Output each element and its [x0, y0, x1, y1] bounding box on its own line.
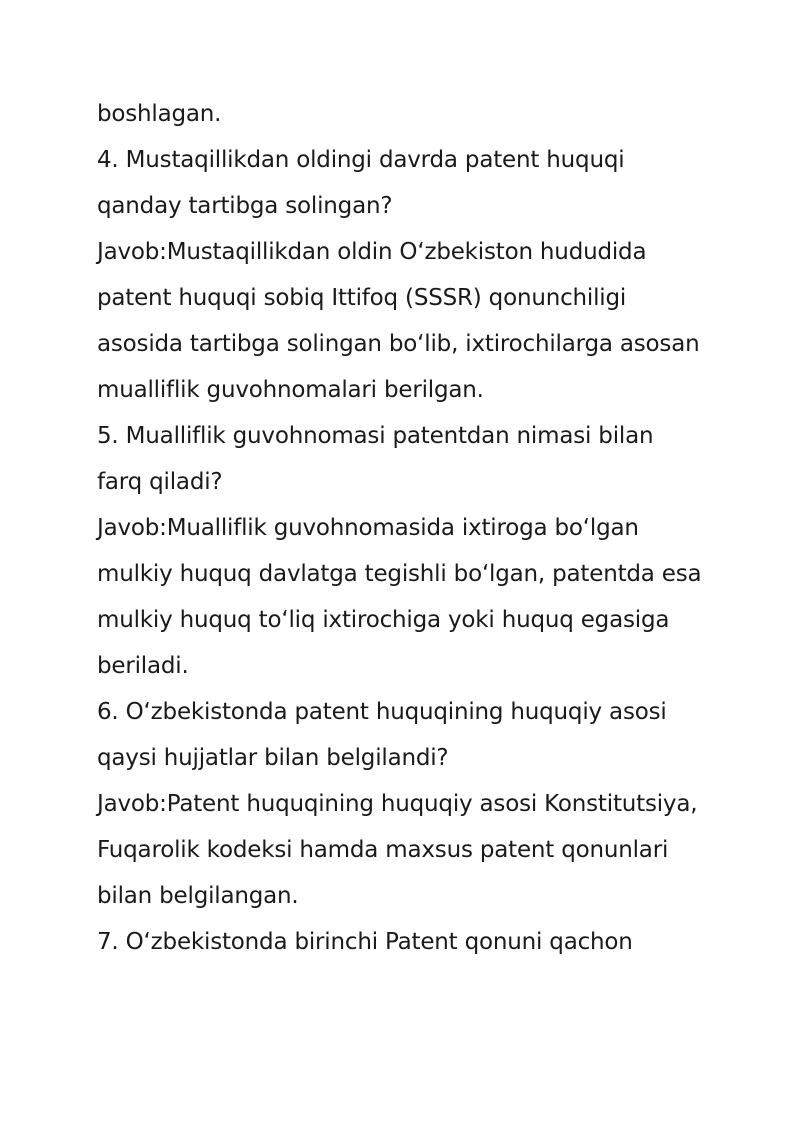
text-line: beriladi. — [97, 653, 189, 679]
question-6 — [97, 689, 737, 781]
text-line: qanday tartibga solingan? — [97, 193, 393, 219]
paragraph-continuation — [97, 91, 737, 137]
text-line: Javob:Mualliflik guvohnomasida ixtiroga bo‘lgan — [97, 515, 639, 541]
text-line: 4. Mustaqillikdan oldingi davrda patent huquqi — [97, 147, 625, 173]
question-5 — [97, 413, 737, 505]
text-line: mulkiy huquq to‘liq ixtirochiga yoki huquq egasiga — [97, 607, 670, 633]
question-7 — [97, 919, 737, 965]
text-line: Javob:Mustaqillikdan oldin O‘zbekiston hududida — [97, 239, 647, 265]
text-line: 5. Mualliflik guvohnomasi patentdan nimasi bilan — [97, 423, 654, 449]
text-line: 7. O‘zbekistonda birinchi Patent qonuni qachon — [97, 929, 633, 955]
text-line: Javob:Patent huquqining huquqiy asosi Konstitutsiya, — [97, 791, 698, 817]
text-line: farq qiladi? — [97, 469, 223, 495]
answer-4 — [97, 229, 737, 413]
text-line: mualliflik guvohnomalari berilgan. — [97, 377, 484, 403]
text-line: Fuqarolik kodeksi hamda maxsus patent qonunlari — [97, 837, 669, 863]
question-4 — [97, 137, 737, 229]
text-line: asosida tartibga solingan bo‘lib, ixtirochilarga asosan — [97, 331, 700, 357]
text-line: qaysi hujjatlar bilan belgilandi? — [97, 745, 449, 771]
text-line: boshlagan. — [97, 101, 222, 127]
answer-6 — [97, 781, 737, 919]
document-page — [97, 91, 737, 965]
text-line: bilan belgilangan. — [97, 883, 299, 909]
text-line: 6. O‘zbekistonda patent huquqining huquqiy asosi — [97, 699, 667, 725]
text-line: mulkiy huquq davlatga tegishli bo‘lgan, patentda esa — [97, 561, 702, 587]
answer-5 — [97, 505, 737, 689]
text-line: patent huquqi sobiq Ittifoq (SSSR) qonunchiligi — [97, 285, 627, 311]
